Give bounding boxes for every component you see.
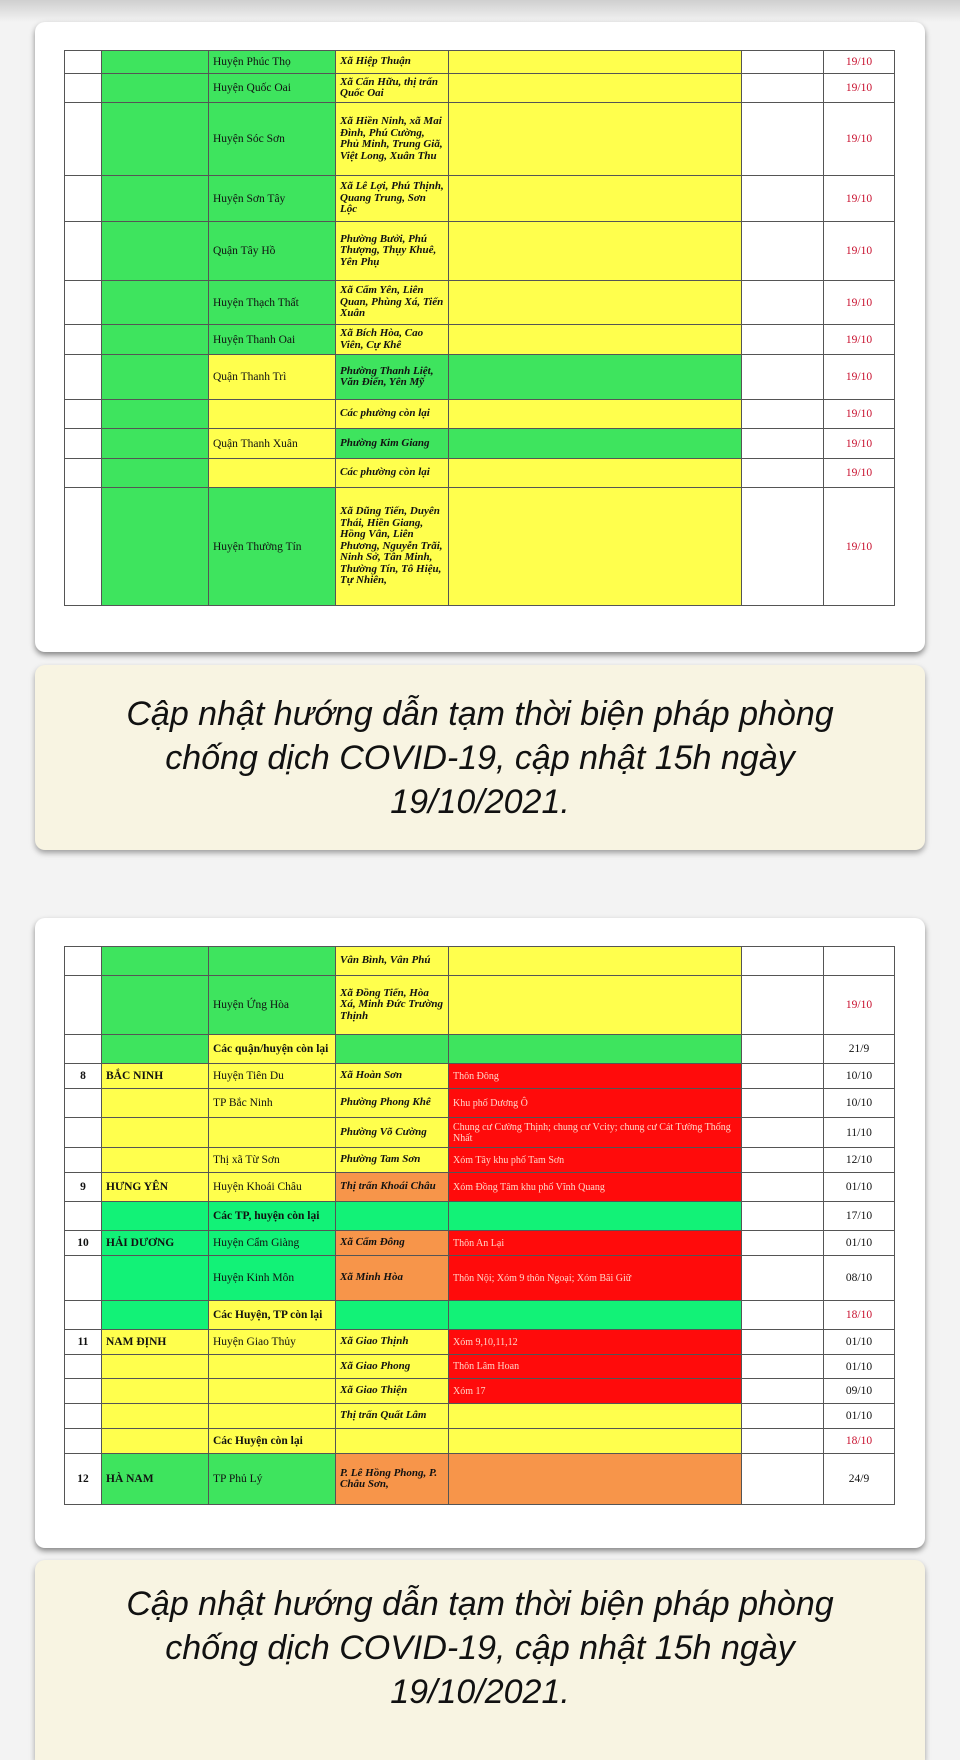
cell-province: [102, 976, 209, 1035]
cell-hamlet: Khu phố Dương Ô: [449, 1089, 742, 1118]
cell-province: [102, 103, 209, 176]
cell-empty: [742, 355, 824, 400]
cell-num: [65, 1379, 102, 1404]
cell-hamlet: Thôn Nội; Xóm 9 thôn Ngoại; Xóm Bãi Giữ: [449, 1256, 742, 1301]
cell-district: Các quận/huyện còn lại: [209, 1035, 336, 1064]
cell-date: 19/10: [824, 281, 895, 325]
cell-date: 19/10: [824, 459, 895, 488]
cell-district: [209, 1355, 336, 1379]
cell-empty: [742, 281, 824, 325]
cell-hamlet: Xóm Tây khu phố Tam Sơn: [449, 1148, 742, 1173]
cell-province: [102, 74, 209, 103]
cell-num: [65, 222, 102, 281]
cell-date: 12/10: [824, 1148, 895, 1173]
cell-num: [65, 176, 102, 222]
cell-hamlet: [449, 103, 742, 176]
table-image-card-2: [35, 918, 925, 1548]
cell-district: Các Huyện, TP còn lại: [209, 1301, 336, 1330]
cell-date: 01/10: [824, 1404, 895, 1429]
zone-table-2: [64, 946, 895, 1505]
cell-ward: Xã Hiệp Thuận: [336, 51, 449, 74]
cell-ward: [336, 1429, 449, 1454]
image-caption-1: [35, 665, 925, 850]
table-row: [65, 51, 895, 74]
cell-hamlet: Thôn An Lại: [449, 1231, 742, 1256]
cell-date: 01/10: [824, 1173, 895, 1202]
cell-hamlet: [449, 947, 742, 976]
cell-hamlet: [449, 429, 742, 459]
cell-province: [102, 1301, 209, 1330]
cell-province: [102, 1379, 209, 1404]
cell-date: 19/10: [824, 222, 895, 281]
table-row: [65, 1064, 895, 1089]
cell-ward: P. Lê Hồng Phong, P. Châu Sơn,: [336, 1454, 449, 1505]
cell-district: Huyện Tiên Du: [209, 1064, 336, 1089]
cell-ward: [336, 1202, 449, 1231]
cell-date: 19/10: [824, 488, 895, 606]
table-row: [65, 1118, 895, 1148]
cell-date: 19/10: [824, 976, 895, 1035]
cell-date: [824, 947, 895, 976]
cell-province: BẮC NINH: [102, 1064, 209, 1089]
cell-num: [65, 103, 102, 176]
cell-date: 01/10: [824, 1231, 895, 1256]
cell-ward: Phường Phong Khê: [336, 1089, 449, 1118]
cell-province: [102, 1118, 209, 1148]
cell-date: 17/10: [824, 1202, 895, 1231]
table-row: [65, 1404, 895, 1429]
cell-num: [65, 1256, 102, 1301]
table-image-card-1: [35, 22, 925, 652]
cell-ward: Xã Giao Thịnh: [336, 1330, 449, 1355]
cell-province: HƯNG YÊN: [102, 1173, 209, 1202]
cell-date: 19/10: [824, 74, 895, 103]
cell-district: [209, 459, 336, 488]
cell-empty: [742, 1429, 824, 1454]
cell-date: 18/10: [824, 1429, 895, 1454]
cell-hamlet: Thôn Đông: [449, 1064, 742, 1089]
cell-empty: [742, 1404, 824, 1429]
cell-district: Huyện Thạch Thất: [209, 281, 336, 325]
cell-province: [102, 1089, 209, 1118]
cell-ward: [336, 1301, 449, 1330]
cell-empty: [742, 1231, 824, 1256]
cell-date: 01/10: [824, 1330, 895, 1355]
table-row: [65, 176, 895, 222]
cell-district: Huyện Phúc Thọ: [209, 51, 336, 74]
cell-hamlet: [449, 1202, 742, 1231]
table-row: [65, 1256, 895, 1301]
cell-empty: [742, 1454, 824, 1505]
cell-hamlet: [449, 400, 742, 429]
cell-province: [102, 1355, 209, 1379]
cell-hamlet: [449, 325, 742, 355]
cell-date: 21/9: [824, 1035, 895, 1064]
cell-ward: Xã Giao Phong: [336, 1355, 449, 1379]
cell-district: Thị xã Từ Sơn: [209, 1148, 336, 1173]
cell-hamlet: [449, 459, 742, 488]
cell-date: 19/10: [824, 176, 895, 222]
cell-ward: Xã Lê Lợi, Phú Thịnh, Quang Trung, Sơn Lộc: [336, 176, 449, 222]
cell-date: 19/10: [824, 355, 895, 400]
cell-num: 12: [65, 1454, 102, 1505]
cell-district: Huyện Kinh Môn: [209, 1256, 336, 1301]
cell-district: Huyện Sơn Tây: [209, 176, 336, 222]
table-row: [65, 1035, 895, 1064]
table-row: [65, 325, 895, 355]
cell-empty: [742, 1064, 824, 1089]
cell-hamlet: Xóm 17: [449, 1379, 742, 1404]
cell-district: [209, 400, 336, 429]
cell-district: Quận Tây Hồ: [209, 222, 336, 281]
cell-ward: Xã Minh Hòa: [336, 1256, 449, 1301]
cell-num: 11: [65, 1330, 102, 1355]
cell-num: [65, 355, 102, 400]
cell-ward: [336, 1035, 449, 1064]
cell-empty: [742, 325, 824, 355]
cell-hamlet: [449, 1301, 742, 1330]
cell-num: [65, 1202, 102, 1231]
cell-empty: [742, 400, 824, 429]
cell-ward: Thị trấn Khoái Châu: [336, 1173, 449, 1202]
cell-hamlet: Xóm 9,10,11,12: [449, 1330, 742, 1355]
cell-district: Các Huyện còn lại: [209, 1429, 336, 1454]
cell-district: Huyện Giao Thủy: [209, 1330, 336, 1355]
cell-ward: Xã Đồng Tiến, Hòa Xá, Minh Đức Trường Thịnh: [336, 976, 449, 1035]
cell-empty: [742, 1379, 824, 1404]
caption-text: Cập nhật hướng dẫn tạm thời biện pháp phòng chống dịch COVID-19, cập nhật 15h ngày 19/10/2021.: [126, 694, 834, 821]
cell-hamlet: Thôn Lâm Hoan: [449, 1355, 742, 1379]
cell-ward: Xã Bích Hòa, Cao Viên, Cự Khê: [336, 325, 449, 355]
cell-province: [102, 51, 209, 74]
cell-ward: Xã Cấn Hữu, thị trấn Quốc Oai: [336, 74, 449, 103]
cell-district: Huyện Thường Tín: [209, 488, 336, 606]
cell-empty: [742, 1301, 824, 1330]
cell-ward: Xã Dũng Tiến, Duyên Thái, Hiền Giang, Hồng Vân, Liên Phương, Nguyễn Trãi, Ninh Sở, Tân Minh, Thường Tín, Tô Hiệu, Tự Nhiên,: [336, 488, 449, 606]
cell-province: NAM ĐỊNH: [102, 1330, 209, 1355]
caption-text: Cập nhật hướng dẫn tạm thời biện pháp phòng chống dịch COVID-19, cập nhật 15h ngày 19/10/2021.: [126, 1584, 834, 1711]
cell-num: [65, 429, 102, 459]
cell-hamlet: [449, 1404, 742, 1429]
cell-hamlet: Chung cư Cường Thịnh; chung cư Vcity; chung cư Cát Tường Thống Nhất: [449, 1118, 742, 1148]
cell-num: [65, 325, 102, 355]
table-row: [65, 1202, 895, 1231]
image-caption-2: [35, 1560, 925, 1760]
cell-num: [65, 1118, 102, 1148]
cell-district: Huyện Thanh Oai: [209, 325, 336, 355]
cell-num: [65, 1148, 102, 1173]
cell-num: [65, 488, 102, 606]
table-row: [65, 947, 895, 976]
cell-num: [65, 976, 102, 1035]
table-row: [65, 1173, 895, 1202]
cell-district: Huyện Khoái Châu: [209, 1173, 336, 1202]
cell-province: [102, 1148, 209, 1173]
cell-district: [209, 1118, 336, 1148]
cell-province: [102, 325, 209, 355]
cell-empty: [742, 74, 824, 103]
cell-empty: [742, 976, 824, 1035]
cell-province: [102, 400, 209, 429]
cell-hamlet: [449, 355, 742, 400]
table-row: [65, 429, 895, 459]
cell-province: [102, 488, 209, 606]
table-row: [65, 222, 895, 281]
table-row: [65, 1301, 895, 1330]
table-row: [65, 1231, 895, 1256]
cell-num: 10: [65, 1231, 102, 1256]
cell-empty: [742, 176, 824, 222]
cell-hamlet: [449, 51, 742, 74]
cell-empty: [742, 1148, 824, 1173]
cell-ward: Xã Hiền Ninh, xã Mai Đình, Phú Cường, Phủ Minh, Trung Giã, Việt Long, Xuân Thu: [336, 103, 449, 176]
cell-district: Huyện Quốc Oai: [209, 74, 336, 103]
cell-province: [102, 1256, 209, 1301]
table-row: [65, 355, 895, 400]
cell-num: [65, 1089, 102, 1118]
table-row: [65, 1429, 895, 1454]
table-row: [65, 74, 895, 103]
cell-hamlet: [449, 222, 742, 281]
cell-ward: Xã Cẩm Đông: [336, 1231, 449, 1256]
cell-empty: [742, 1330, 824, 1355]
top-shadow: [0, 0, 960, 22]
cell-num: 8: [65, 1064, 102, 1089]
cell-district: Huyện Cẩm Giàng: [209, 1231, 336, 1256]
cell-num: [65, 947, 102, 976]
cell-hamlet: [449, 1454, 742, 1505]
cell-num: [65, 281, 102, 325]
table-row: [65, 1454, 895, 1505]
cell-num: [65, 400, 102, 429]
cell-hamlet: Xóm Đồng Tâm khu phố Vĩnh Quang: [449, 1173, 742, 1202]
cell-date: 19/10: [824, 400, 895, 429]
cell-hamlet: [449, 1429, 742, 1454]
table-row: [65, 281, 895, 325]
cell-ward: Các phường còn lại: [336, 459, 449, 488]
cell-ward: Phường Võ Cường: [336, 1118, 449, 1148]
cell-ward: Các phường còn lại: [336, 400, 449, 429]
cell-ward: Phường Tam Sơn: [336, 1148, 449, 1173]
cell-ward: Xã Hoàn Sơn: [336, 1064, 449, 1089]
cell-date: 01/10: [824, 1355, 895, 1379]
cell-empty: [742, 1173, 824, 1202]
cell-district: TP Bắc Ninh: [209, 1089, 336, 1118]
cell-empty: [742, 1089, 824, 1118]
cell-num: [65, 74, 102, 103]
table-row: [65, 1355, 895, 1379]
cell-province: [102, 222, 209, 281]
cell-empty: [742, 1256, 824, 1301]
cell-province: [102, 281, 209, 325]
cell-province: [102, 1035, 209, 1064]
zone-table-1: [64, 50, 895, 606]
cell-date: 08/10: [824, 1256, 895, 1301]
cell-date: 18/10: [824, 1301, 895, 1330]
table-row: [65, 103, 895, 176]
cell-num: [65, 1404, 102, 1429]
cell-empty: [742, 103, 824, 176]
cell-empty: [742, 51, 824, 74]
cell-district: [209, 947, 336, 976]
cell-date: 19/10: [824, 325, 895, 355]
table-row: [65, 488, 895, 606]
cell-hamlet: [449, 281, 742, 325]
cell-date: 10/10: [824, 1064, 895, 1089]
table-row: [65, 459, 895, 488]
cell-date: 10/10: [824, 1089, 895, 1118]
cell-hamlet: [449, 1035, 742, 1064]
cell-district: [209, 1404, 336, 1429]
cell-empty: [742, 429, 824, 459]
cell-empty: [742, 1355, 824, 1379]
cell-ward: Xã Giao Thiện: [336, 1379, 449, 1404]
cell-ward: Vân Bình, Vân Phú: [336, 947, 449, 976]
cell-district: [209, 1379, 336, 1404]
table-row: [65, 400, 895, 429]
cell-date: 11/10: [824, 1118, 895, 1148]
cell-empty: [742, 1035, 824, 1064]
cell-province: [102, 1429, 209, 1454]
cell-province: [102, 947, 209, 976]
cell-ward: Thị trấn Quất Lâm: [336, 1404, 449, 1429]
cell-date: 19/10: [824, 51, 895, 74]
cell-province: HÀ NAM: [102, 1454, 209, 1505]
table-row: [65, 976, 895, 1035]
cell-empty: [742, 459, 824, 488]
cell-ward: Phường Bưởi, Phú Thượng, Thụy Khuê, Yên Phụ: [336, 222, 449, 281]
cell-province: [102, 459, 209, 488]
cell-hamlet: [449, 74, 742, 103]
cell-num: [65, 51, 102, 74]
cell-num: [65, 1035, 102, 1064]
cell-ward: Phường Kim Giang: [336, 429, 449, 459]
cell-date: 09/10: [824, 1379, 895, 1404]
cell-empty: [742, 1202, 824, 1231]
cell-province: HẢI DƯƠNG: [102, 1231, 209, 1256]
cell-district: Các TP, huyện còn lại: [209, 1202, 336, 1231]
cell-hamlet: [449, 176, 742, 222]
table-row: [65, 1379, 895, 1404]
cell-date: 24/9: [824, 1454, 895, 1505]
cell-province: [102, 176, 209, 222]
cell-num: [65, 1355, 102, 1379]
cell-empty: [742, 488, 824, 606]
cell-hamlet: [449, 976, 742, 1035]
cell-empty: [742, 222, 824, 281]
cell-province: [102, 429, 209, 459]
cell-district: Huyện Sóc Sơn: [209, 103, 336, 176]
cell-num: [65, 1301, 102, 1330]
cell-num: [65, 1429, 102, 1454]
table-row: [65, 1148, 895, 1173]
cell-empty: [742, 947, 824, 976]
cell-empty: [742, 1118, 824, 1148]
cell-province: [102, 1202, 209, 1231]
cell-date: 19/10: [824, 103, 895, 176]
cell-ward: Phường Thanh Liệt, Văn Điển, Yên Mỹ: [336, 355, 449, 400]
cell-province: [102, 1404, 209, 1429]
cell-date: 19/10: [824, 429, 895, 459]
table-row: [65, 1089, 895, 1118]
cell-district: Huyện Ứng Hòa: [209, 976, 336, 1035]
cell-district: TP Phủ Lý: [209, 1454, 336, 1505]
cell-province: [102, 355, 209, 400]
cell-district: Quận Thanh Trì: [209, 355, 336, 400]
cell-district: Quận Thanh Xuân: [209, 429, 336, 459]
cell-ward: Xã Cẩm Yên, Liên Quan, Phùng Xá, Tiến Xuân: [336, 281, 449, 325]
cell-hamlet: [449, 488, 742, 606]
cell-num: [65, 459, 102, 488]
cell-num: 9: [65, 1173, 102, 1202]
table-row: [65, 1330, 895, 1355]
